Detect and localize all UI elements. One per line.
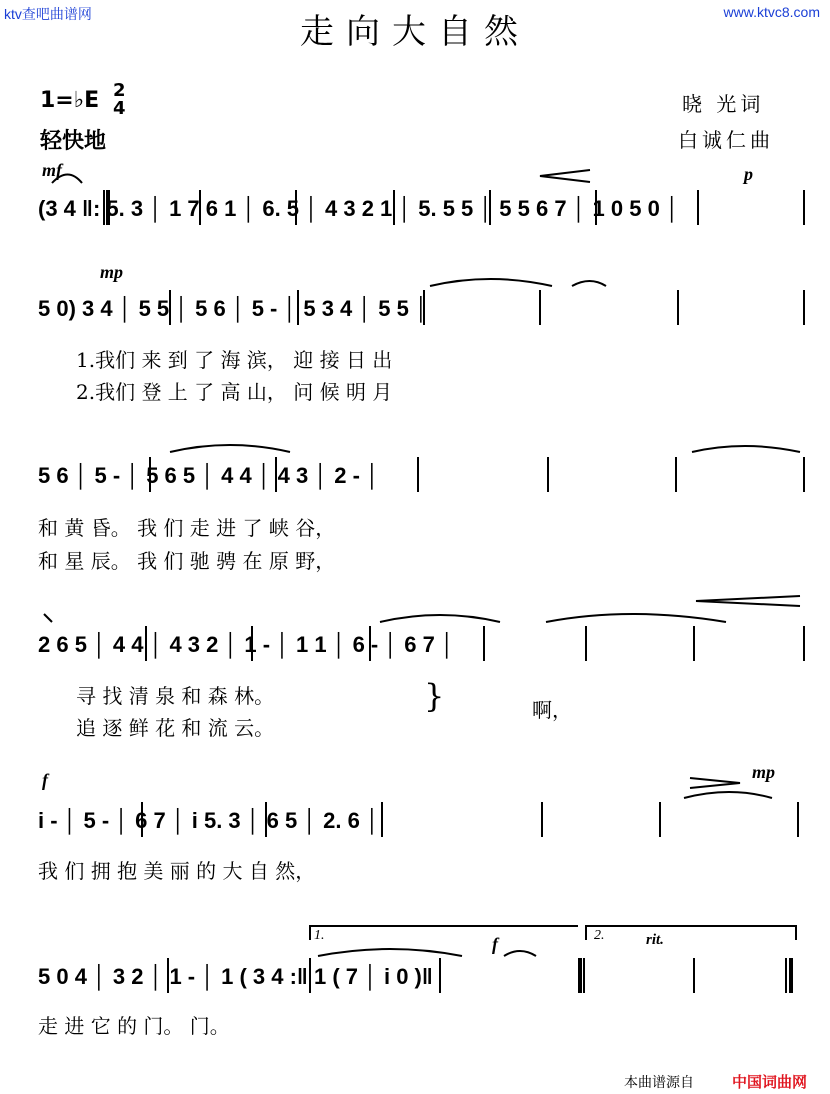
lyricist: 晓 光词 (682, 92, 765, 116)
watermark-right: www.ktvc8.com (723, 4, 820, 20)
lyric-row-5: 我 们 拥 抱 美 丽 的 大 自 然， (38, 859, 316, 883)
lyric-row-3-verse-1: 和 黄 昏。 我 们 走 进 了 峡 谷， (38, 516, 336, 540)
lyric-row-4-shared: 啊， (532, 698, 572, 722)
lyric-row-2-verse-1: 1.我们 来 到 了 海 滨， 迎 接 日 出 (76, 348, 393, 372)
verse-brace: } (424, 677, 445, 715)
notation-row-5: i - │ 5 - │ 6 7 │ i 5. 3 │ 6 5 │ 2. 6 │ (38, 808, 380, 833)
dynamic-f: f (42, 770, 48, 790)
notation-row-6: 5 0 4 │ 3 2 │ 1 - │ 1 ( 3 4 :‖ 1 ( 7 │ i 0 )‖ (38, 964, 433, 989)
dynamic-f-2: f (492, 934, 498, 954)
time-signature-top: 2 (113, 80, 126, 101)
composer: 白诚仁曲 (678, 128, 774, 152)
watermark-left: ktv查吧曲谱网 (4, 6, 92, 22)
lyric-row-4-verse-2: 追 逐 鲜 花 和 流 云。 (76, 716, 275, 740)
volta-second-label: 2. (594, 928, 605, 943)
ritardando: rit. (646, 932, 664, 948)
source-label: 本曲谱源自 (624, 1075, 694, 1091)
notation-row-1: (3 4 ‖: 5. 3 │ 1 7 6 1 │ 6. 5 │ 4 3 2 1 │ 5. 5 5 │ 5 5 6 7 │ 1 0 5 0 │ (38, 196, 680, 221)
key-signature: 1=♭E (40, 88, 100, 113)
song-title: 走向大自然 (300, 12, 530, 52)
lyric-row-2-verse-2: 2.我们 登 上 了 高 山， 问 候 明 月 (76, 380, 393, 404)
brand-link[interactable]: 中国词曲网 (732, 1073, 808, 1091)
notation-row-4: 2 6 5 │ 4 4 │ 4 3 2 │ 1 - │ 1 1 │ 6 - │ 6 7 │ (38, 632, 455, 657)
notation-row-2: 5 0) 3 4 │ 5 5 │ 5 6 │ 5 - │ 5 3 4 │ 5 5 │ (38, 296, 429, 321)
lyric-row-3-verse-2: 和 星 辰。 我 们 驰 骋 在 原 野， (38, 549, 336, 573)
dynamic-mp: mp (100, 262, 124, 282)
tempo-marking: 轻快地 (40, 129, 107, 154)
lyric-row-4-verse-1: 寻 找 清 泉 和 森 林。 (76, 684, 275, 708)
dynamic-mf: mf (42, 160, 62, 180)
notation-row-3: 5 6 │ 5 - │ 5 6 5 │ 4 4 │ 4 3 │ 2 - │ (38, 463, 380, 488)
lyric-row-6: 走 进 它 的 门。 门。 (38, 1014, 230, 1038)
dynamic-mp-2: mp (752, 762, 776, 782)
dynamic-p: p (744, 164, 753, 184)
time-signature-bottom: 4 (113, 98, 126, 119)
volta-first-label: 1. (314, 928, 325, 943)
